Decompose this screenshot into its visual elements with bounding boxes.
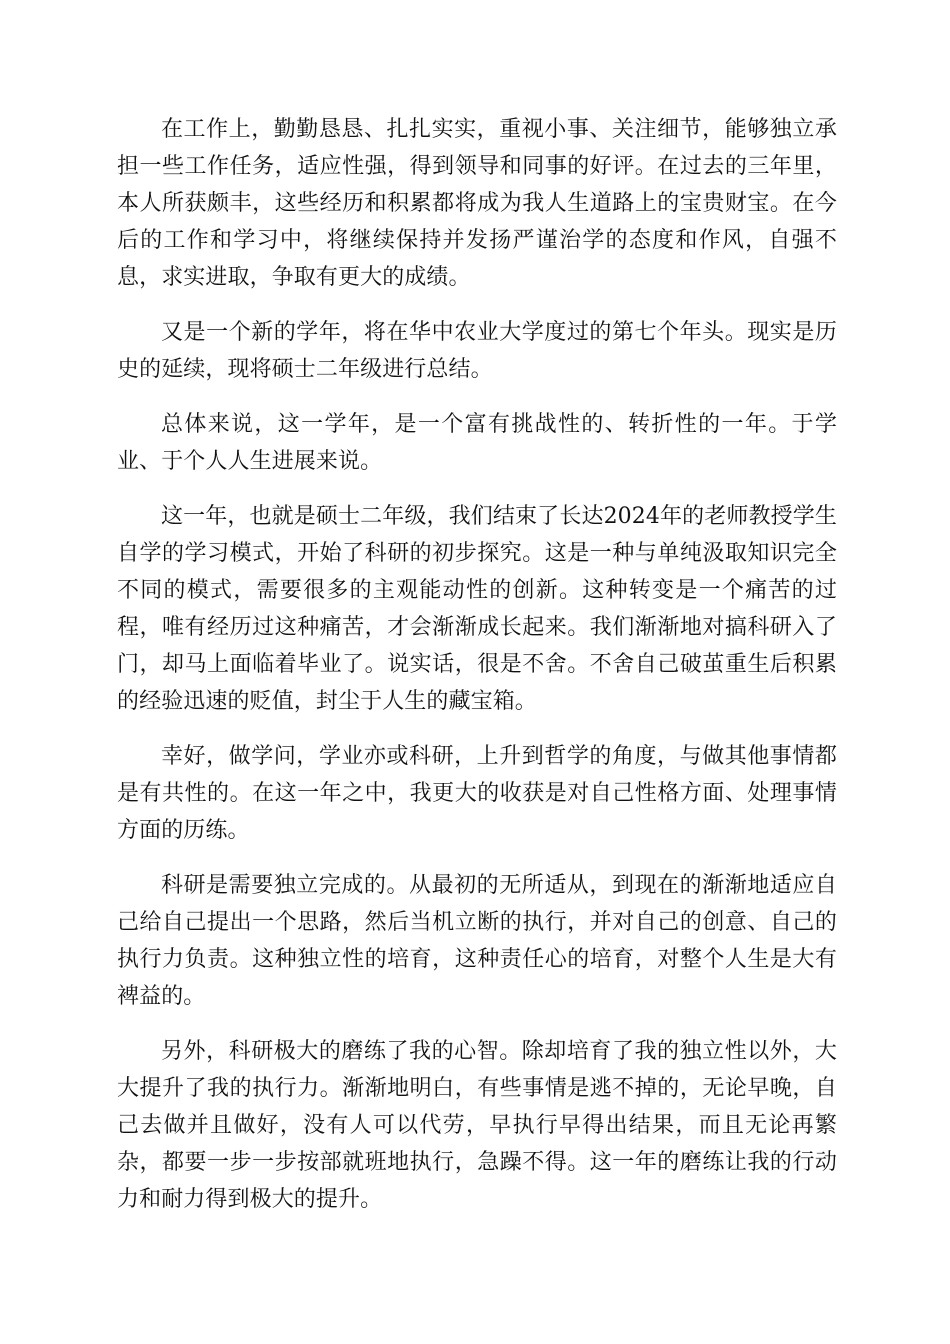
paragraph-4: 这一年，也就是硕士二年级，我们结束了长达2024年的老师教授学生自学的学习模式，开始了科研的初步探究。这是一种与单纯汲取知识完全不同的模式，需要很多的主观能动性的创新。这种转变是一个痛苦的过程，唯有经历过这种痛苦，才会渐渐成长起来。我们渐渐地对搞科研入了门，却马上面临着毕业了。说实话，很是不舍。不舍自己破茧重生后积累的经验迅速的贬值，封尘于人生的藏宝箱。 bbox=[117, 504, 837, 714]
paragraph-2: 又是一个新的学年，将在华中农业大学度过的第七个年头。现实是历史的延续，现将硕士二年级进行总结。 bbox=[117, 320, 837, 382]
paragraph-3: 总体来说，这一学年，是一个富有挑战性的、转折性的一年。于学业、于个人人生进展来说。 bbox=[117, 412, 837, 474]
document-page bbox=[117, 111, 837, 1236]
paragraph-6: 科研是需要独立完成的。从最初的无所适从，到现在的渐渐地适应自己给自己提出一个思路，然后当机立断的执行，并对自己的创意、自己的执行力负责。这种独立性的培育，这种责任心的培育，对整个人生是大有裨益的。 bbox=[117, 873, 837, 1009]
paragraph-7: 另外，科研极大的磨练了我的心智。除却培育了我的独立性以外，大大提升了我的执行力。渐渐地明白，有些事情是逃不掉的，无论早晚，自己去做并且做好，没有人可以代劳，早执行早得出结果，而且无论再繁杂，都要一步一步按部就班地执行，急躁不得。这一年的磨练让我的行动力和耐力得到极大的提升。 bbox=[117, 1039, 837, 1212]
paragraph-1: 在工作上，勤勤恳恳、扎扎实实，重视小事、关注细节，能够独立承担一些工作任务，适应性强，得到领导和同事的好评。在过去的三年里，本人所获颇丰，这些经历和积累都将成为我人生道路上的宝贵财宝。在今后的工作和学习中，将继续保持并发扬严谨治学的态度和作风，自强不息，求实进取，争取有更大的成绩。 bbox=[117, 117, 837, 290]
paragraph-5: 幸好，做学问，学业亦或科研，上升到哲学的角度，与做其他事情都是有共性的。在这一年之中，我更大的收获是对自己性格方面、处理事情方面的历练。 bbox=[117, 744, 837, 843]
